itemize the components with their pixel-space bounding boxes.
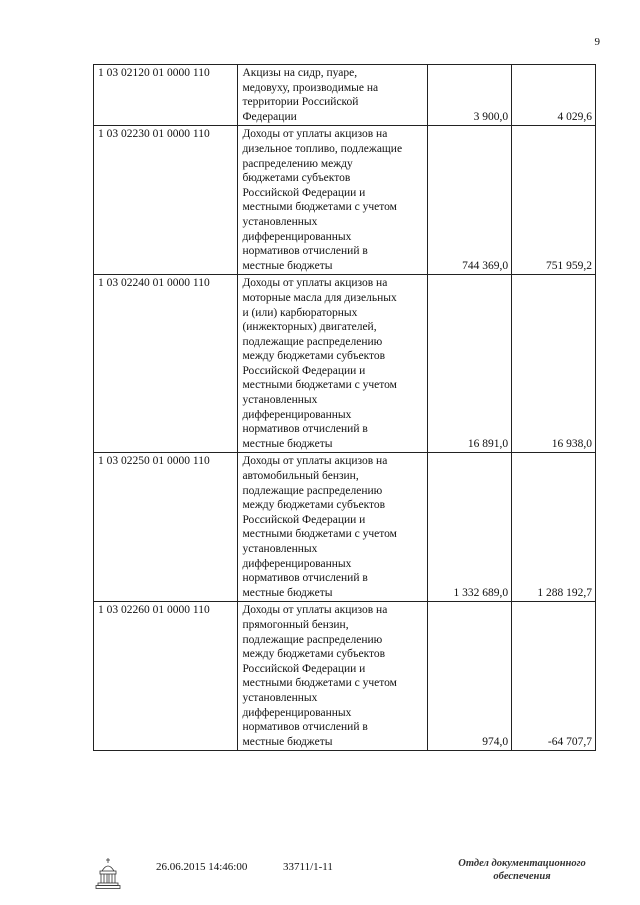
income-name-line: Российской Федерации и <box>242 364 366 377</box>
income-name-line: Доходы от уплаты акцизов на <box>242 128 388 141</box>
income-name-line: моторные масла для дизельных <box>242 291 397 304</box>
income-name-line: бюджетами субъектов <box>242 172 351 185</box>
table-row <box>94 602 596 751</box>
income-name-line: распределению между <box>242 157 353 170</box>
value-cell-1: 1 332 689,0 <box>428 453 512 602</box>
income-name-line: Акцизы на сидр, пуаре, <box>242 67 358 79</box>
income-name-line: автомобильный бензин, <box>242 470 359 483</box>
income-name-line: нормативов отчислений в <box>242 423 368 436</box>
income-name-cell <box>238 453 428 602</box>
income-name-line: подлежащие распределению <box>242 633 383 646</box>
income-name-line: местные бюджеты <box>242 586 333 599</box>
income-name-line: Федерации <box>242 110 297 123</box>
income-name-line: дифференцированных <box>242 230 352 243</box>
income-name-cell <box>238 275 428 453</box>
stamp-line: обеспечения <box>493 871 551 882</box>
income-name-line: (инжекторных) двигателей, <box>242 321 377 334</box>
value-cell-2: 4 029,6 <box>512 65 596 126</box>
table-row <box>94 126 596 275</box>
income-name-line: Доходы от уплаты акцизов на <box>242 604 388 617</box>
table-row <box>94 275 596 453</box>
income-name-line: Российской Федерации и <box>242 662 366 675</box>
budget-code-cell: 1 03 02250 01 0000 110 <box>94 453 238 602</box>
income-name-line: между бюджетами субъектов <box>242 648 386 661</box>
budget-code-cell: 1 03 02240 01 0000 110 <box>94 275 238 453</box>
table-row <box>94 65 596 126</box>
income-name-line: территории Российской <box>242 96 359 109</box>
income-name-line: установленных <box>242 394 318 407</box>
value-cell-2: 16 938,0 <box>512 275 596 453</box>
income-name-line: дифференцированных <box>242 408 352 421</box>
footer-doc-number: 33711/1-11 <box>283 861 333 873</box>
stamp-line: Отдел документационного <box>458 858 586 869</box>
income-name-cell <box>238 126 428 275</box>
value-cell-1: 744 369,0 <box>428 126 512 275</box>
budget-code-cell: 1 03 02120 01 0000 110 <box>94 65 238 126</box>
income-name-line: прямогонный бензин, <box>242 618 349 631</box>
page-number: 9 <box>594 36 600 48</box>
income-name-cell <box>238 602 428 751</box>
income-name-line: между бюджетами субъектов <box>242 499 386 512</box>
income-name-line: между бюджетами субъектов <box>242 350 386 363</box>
value-cell-1: 3 900,0 <box>428 65 512 126</box>
income-name-line: Российской Федерации и <box>242 186 366 199</box>
income-name-line: дизельное топливо, подлежащие <box>242 142 403 155</box>
income-name-line: и (или) карбюраторных <box>242 306 358 319</box>
income-name-line: местными бюджетами с учетом <box>242 528 397 541</box>
value-cell-2: 1 288 192,7 <box>512 453 596 602</box>
income-name-line: местными бюджетами с учетом <box>242 379 397 392</box>
budget-code-cell: 1 03 02230 01 0000 110 <box>94 126 238 275</box>
income-name-line: местные бюджеты <box>242 437 333 450</box>
department-stamp <box>452 857 592 883</box>
income-name-line: подлежащие распределению <box>242 335 383 348</box>
income-name-line: местные бюджеты <box>242 735 333 748</box>
page-footer <box>0 857 640 897</box>
table-row <box>94 453 596 602</box>
income-name-line: дифференцированных <box>242 706 352 719</box>
income-name-line: нормативов отчислений в <box>242 572 368 585</box>
income-name-line: дифференцированных <box>242 557 352 570</box>
budget-table <box>93 64 596 751</box>
income-name-cell <box>238 65 428 126</box>
income-name-line: нормативов отчислений в <box>242 245 368 258</box>
duma-emblem-icon <box>94 857 122 891</box>
income-name-line: медовуху, производимые на <box>242 81 379 94</box>
income-name-line: установленных <box>242 215 318 228</box>
value-cell-1: 16 891,0 <box>428 275 512 453</box>
value-cell-1: 974,0 <box>428 602 512 751</box>
footer-datetime: 26.06.2015 14:46:00 <box>156 861 248 873</box>
income-name-line: местными бюджетами с учетом <box>242 201 397 214</box>
budget-code-cell: 1 03 02260 01 0000 110 <box>94 602 238 751</box>
value-cell-2: 751 959,2 <box>512 126 596 275</box>
income-name-line: нормативов отчислений в <box>242 721 368 734</box>
income-name-line: Доходы от уплаты акцизов на <box>242 455 388 468</box>
income-name-line: местные бюджеты <box>242 259 333 272</box>
income-name-line: подлежащие распределению <box>242 484 383 497</box>
income-name-line: Доходы от уплаты акцизов на <box>242 277 388 290</box>
income-name-line: установленных <box>242 543 318 555</box>
budget-table-body <box>94 65 596 751</box>
income-name-line: Российской Федерации и <box>242 513 366 526</box>
income-name-line: местными бюджетами с учетом <box>242 677 397 690</box>
value-cell-2: -64 707,7 <box>512 602 596 751</box>
income-name-line: установленных <box>242 691 318 704</box>
